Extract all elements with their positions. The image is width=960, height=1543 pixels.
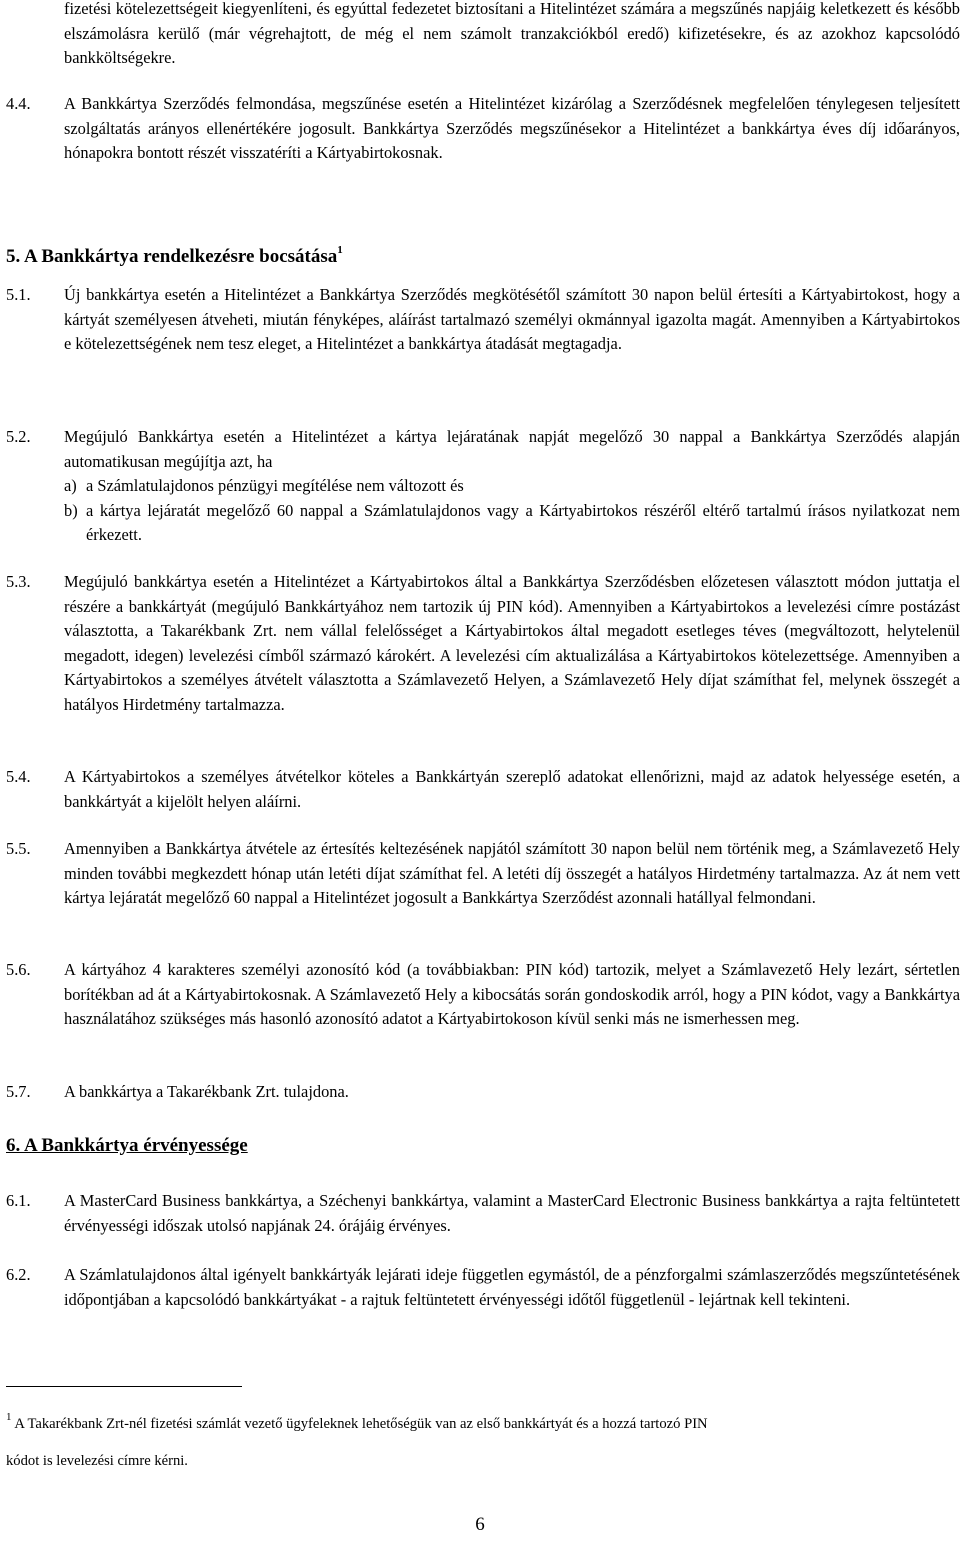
list-item-label: b) — [64, 500, 78, 520]
paragraph-number: 5.7. — [6, 1082, 31, 1101]
footnote-line-1 — [6, 1413, 954, 1436]
list-item-text: a Számlatulajdonos pénzügyi megítélése nem változott és — [86, 476, 464, 496]
paragraph-5-2-intro — [6, 425, 960, 474]
list-item-b — [6, 499, 960, 548]
footnote-ref: 1 — [337, 243, 343, 256]
section-5-heading — [6, 245, 906, 269]
paragraph-4-4 — [6, 92, 960, 166]
paragraph-number: 5.5. — [6, 839, 31, 858]
paragraph-text: Amennyiben a Bankkártya átvétele az értesítés keltezésének napjától számított 30 napon belül nem történik meg, a Számlavezető Hely minden további megkezdett hónap után letéti díjat számíthat fel. A letéti díj összegét a hatályos Hirdetmény tartalmazza. Az át nem vett kártya lejáratát megelőző 60 nappal a Hitelintézet jogosult a Bankkártya Szerződést azonnali hatállyal felmondani. — [64, 839, 960, 908]
list-item-text: a kártya lejáratát megelőző 60 nappal a Számlatulajdonos vagy a Kártyabirtokos részéről eltérő tartalmú írásos nyilatkozat nem érkezett. — [86, 500, 960, 545]
paragraph-5-6 — [6, 958, 960, 1032]
section-title: 5. A Bankkártya rendelkezésre bocsátása — [6, 246, 338, 267]
paragraph-number: 6.1. — [6, 1191, 31, 1210]
paragraph-text: Megújuló bankkártya esetén a Hitelintézet a Kártyabirtokos által a Bankkártya Szerződésben előzetesen választott módon juttatja el részére a bankkártyát (megújuló Bankkártyához nem tartozik új PIN kód). Amennyiben a Kártyabirtokos a levelezési címre postázást választotta, a Takarékbank Zrt. nem vállal felelősséget a Kártyabirtokos által megadott esetleges téves (megváltozott, helytelenül megadott, idegen) levelezési címből származó károkért. A levelezési cím aktualizálása a Kártyabirtokos kötelezettsége. Amennyiben a Kártyabirtokos a személyes átvételt választotta a Számlavezető Helyen, a Számlavezető Hely díjat számíthat fel, melynek összegét a hatályos Hirdetmény tartalmazza. — [64, 572, 960, 714]
paragraph-text: Megújuló Bankkártya esetén a Hitelintézet a kártya lejáratának napját megelőző 30 nappal a Bankkártya Szerződés alapján automatikusan megújítja azt, ha — [64, 427, 960, 471]
paragraph-text: A Kártyabirtokos a személyes átvételkor köteles a Bankkártyán szereplő adatokat ellenőrizni, majd az adatok helyessége esetén, a bankkártyát a kijelölt helyen aláírni. — [64, 767, 960, 811]
footnote-number: 1 — [6, 1411, 12, 1424]
paragraph-number: 5.3. — [6, 572, 31, 591]
paragraph-text: A Bankkártya Szerződés felmondása, megszűnése esetén a Hitelintézet kizárólag a Szerződésnek megfelelően ténylegesen teljesített szolgáltatás arányos ellenértékére jogosult. Bankkártya Szerződés megszűnésekor a Hitelintézet a bankkártya éves díj időarányos, hónapokra bontott részét visszatéríti a Kártyabirtokosnak. — [64, 94, 960, 163]
paragraph-5-4 — [6, 765, 960, 814]
paragraph-5-2 — [6, 425, 960, 548]
footnote-line-2: kódot is levelezési címre kérni. — [6, 1453, 188, 1469]
paragraph-number: 5.1. — [6, 285, 31, 304]
paragraph-5-7 — [6, 1080, 960, 1105]
page-number: 6 — [475, 1514, 485, 1535]
paragraph-5-5 — [6, 837, 960, 911]
paragraph-text: Új bankkártya esetén a Hitelintézet a Bankkártya Szerződés megkötésétől számított 30 napon belül értesíti a Kártyabirtokost, hogy a kártyát személyesen átveheti, miután fényképes, aláírást tartalmazó személyi okmánnyal igazolta magát. Amennyiben a Kártyabirtokos e kötelezettségének nem tesz eleget, a Hitelintézet a bankkártya átadását megtagadja. — [64, 285, 960, 354]
paragraph-5-3 — [6, 570, 960, 718]
intro-paragraph: fizetési kötelezettségeit kiegyenlíteni, és egyúttal fedezetet biztosítani a Hitelintézet számára a megszűnés napjáig keletkezett és később elszámolásra kerülő (már végrehajtott, de még el nem számolt tranzakciókból eredő) kifizetésekre, és az azokhoz kapcsolódó bankköltségekre. — [64, 0, 960, 68]
paragraph-text: A bankkártya a Takarékbank Zrt. tulajdona. — [64, 1082, 349, 1101]
paragraph-text: A kártyához 4 karakteres személyi azonosító kód (a továbbiakban: PIN kód) tartozik, melyet a Számlavezető Hely lezárt, sértetlen borítékban ad át a Kártyabirtokosnak. A Számlavezető Hely a kibocsátás során gondoskodik arról, hogy a PIN kódot, vagy a Bankkártya használatához szükséges más hasonló azonosító adatot a Kártyabirtokoson kívül senki más ne ismerhessen meg. — [64, 960, 960, 1029]
paragraph-number: 5.2. — [6, 427, 31, 446]
paragraph-6-2 — [6, 1263, 960, 1312]
paragraph-6-1 — [6, 1189, 960, 1238]
list-item-label: a) — [64, 476, 77, 496]
paragraph-text: A MasterCard Business bankkártya, a Széchenyi bankkártya, valamint a MasterCard Electronic Business bankkártya a rajta feltüntetett érvényességi időszak utolsó napjának 24. órájáig érvényes. — [64, 1191, 960, 1235]
list-item-a — [6, 474, 960, 499]
paragraph-number: 6.2. — [6, 1265, 31, 1284]
footnote-divider — [6, 1386, 242, 1387]
paragraph-5-1 — [6, 283, 960, 357]
paragraph-number: 4.4. — [6, 94, 31, 113]
paragraph-number: 5.6. — [6, 960, 31, 979]
paragraph-text: A Számlatulajdonos által igényelt bankkártyák lejárati ideje független egymástól, de a pénzforgalmi számlaszerződés megszűntetésének időpontjában a kapcsolódó bankkártyákat - a rajtuk feltüntetett érvényességi időtől függetlenül - lejártnak kell tekinteni. — [64, 1265, 960, 1309]
footnote-text-1: A Takarékbank Zrt-nél fizetési számlát vezető ügyfeleknek lehetőségük van az első bankkártyát és a hozzá tartozó PIN — [14, 1416, 708, 1432]
section-title: 6. A Bankkártya érvényessége — [6, 1135, 248, 1156]
section-6-heading — [6, 1134, 906, 1158]
footnote — [6, 1413, 954, 1473]
paragraph-number: 5.4. — [6, 767, 31, 786]
